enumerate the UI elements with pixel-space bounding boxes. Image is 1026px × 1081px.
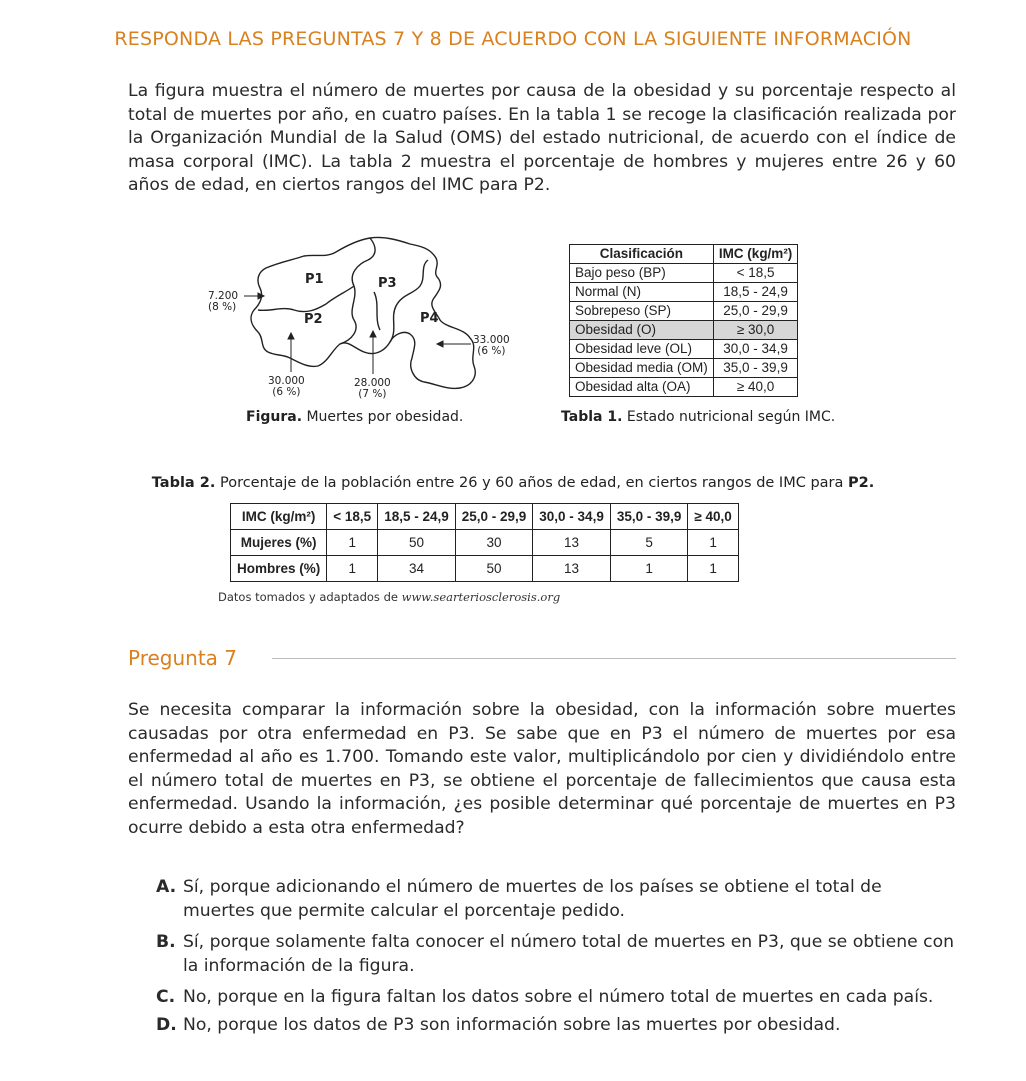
t1-cell: 18,5 - 24,9 (713, 283, 798, 302)
p4-deaths-label (473, 335, 510, 357)
t1-cell: Obesidad (O) (570, 321, 714, 340)
option-a[interactable] (156, 876, 956, 923)
p1-pct: (8 %) (208, 301, 237, 313)
question-title: Pregunta 7 (128, 646, 238, 670)
t1-cell: 35,0 - 39,9 (713, 359, 798, 378)
p3-pct: (7 %) (358, 388, 387, 400)
option-a-text: Sí, porque adicionando el número de muertes de los países se obtiene el total de muertes que permite calcular el porcentaje pedido. (183, 877, 882, 921)
t2-cell: 13 (533, 530, 611, 556)
option-a-key: A. (156, 877, 177, 897)
t2-cell: 1 (688, 556, 738, 582)
option-c[interactable] (156, 986, 956, 1010)
table2-title-bold: Tabla 2. (151, 475, 216, 491)
t1-cell: 30,0 - 34,9 (713, 340, 798, 359)
country-label-p4: P4 (420, 311, 439, 326)
t1-header-imc: IMC (kg/m²) (713, 245, 798, 264)
t1-cell: Bajo peso (BP) (570, 264, 714, 283)
t2-cell: 30 (455, 530, 533, 556)
option-b-key: B. (156, 932, 176, 952)
data-source (218, 590, 560, 604)
p3-deaths: 28.000 (354, 377, 391, 389)
p2-deaths-label (268, 376, 305, 398)
p1-deaths: 7.200 (208, 290, 239, 302)
section-header: RESPONDA LAS PREGUNTAS 7 Y 8 DE ACUERDO CON LA SIGUIENTE INFORMACIÓN (114, 28, 912, 50)
t2-header: 35,0 - 39,9 (610, 504, 688, 530)
t2-cell: 50 (455, 556, 533, 582)
t1-cell: Obesidad leve (OL) (570, 340, 714, 359)
t2-cell: 34 (378, 556, 456, 582)
option-d-text: No, porque los datos de P3 son información sobre las muertes por obesidad. (183, 1015, 841, 1035)
obesity-deaths-map (208, 234, 528, 424)
t2-header: 18,5 - 24,9 (378, 504, 456, 530)
t1-cell: < 18,5 (713, 264, 798, 283)
nutrition-classification-table (569, 244, 798, 397)
t2-row-label-mujeres: Mujeres (%) (231, 530, 327, 556)
option-b[interactable] (156, 931, 956, 978)
figure-caption-text: Muertes por obesidad. (302, 409, 464, 425)
p2-pct: (6 %) (272, 386, 301, 398)
table1-caption-text: Estado nutricional según IMC. (622, 409, 836, 425)
p4-pct: (6 %) (477, 345, 506, 357)
table2-title (0, 475, 1026, 491)
t2-cell: 1 (688, 530, 738, 556)
p1-deaths-label (208, 291, 238, 313)
t2-header: < 18,5 (327, 504, 378, 530)
option-d-key: D. (156, 1015, 177, 1035)
t2-cell: 1 (327, 530, 378, 556)
t1-cell: ≥ 30,0 (713, 321, 798, 340)
t1-cell: Normal (N) (570, 283, 714, 302)
p4-deaths: 33.000 (473, 334, 510, 346)
figure-caption-bold: Figura. (246, 409, 303, 425)
t2-header: 25,0 - 29,9 (455, 504, 533, 530)
t2-cell: 50 (378, 530, 456, 556)
t1-cell: Sobrepeso (SP) (570, 302, 714, 321)
p2-deaths: 30.000 (268, 375, 305, 387)
option-b-text: Sí, porque solamente falta conocer el número total de muertes en P3, que se obtiene con la información de la figura. (183, 932, 955, 976)
figure-caption (246, 409, 463, 425)
t2-cell: 13 (533, 556, 611, 582)
country-label-p3: P3 (378, 276, 397, 291)
t1-cell: 25,0 - 29,9 (713, 302, 798, 321)
option-c-key: C. (156, 987, 176, 1007)
intro-paragraph: La figura muestra el número de muertes por causa de la obesidad y su porcentaje respecto al total de muertes por año, en cuatro países. En la tabla 1 se recoge la clasificación realizada por la Organización Mundial de la Salud (OMS) del estado nutricional, de acuerdo con el índice de masa corporal (IMC). La tabla 2 muestra el porcentaje de hombres y mujeres entre 26 y 60 años de edad, en ciertos rangos del IMC para P2. (128, 81, 956, 195)
t1-cell: Obesidad media (OM) (570, 359, 714, 378)
t2-header: IMC (kg/m²) (231, 504, 327, 530)
t1-cell: ≥ 40,0 (713, 378, 798, 397)
t2-row-label-hombres: Hombres (%) (231, 556, 327, 582)
t2-cell: 1 (327, 556, 378, 582)
question-body: Se necesita comparar la información sobre la obesidad, con la información sobre muertes causadas por otra enfermedad en P3. Se sabe que en P3 el número de muertes por esa enfermedad al año es 1.700. Tomando este valor, multiplicándolo por cien y dividiéndolo entre el número total de muertes en P3, se obtiene el porcentaje de fallecimientos que causa esta enfermedad. Usando la información, ¿es posible determinar qué porcentaje de muertes en P3 ocurre debido a esta otra enfermedad? (128, 700, 956, 838)
t2-cell: 1 (610, 556, 688, 582)
source-prefix: Datos tomados y adaptados de (218, 590, 402, 604)
source-url: www.searteriosclerosis.org (401, 590, 561, 604)
p3-deaths-label (354, 378, 391, 400)
country-label-p2: P2 (304, 312, 323, 327)
option-d[interactable] (156, 1014, 956, 1038)
t2-header: ≥ 40,0 (688, 504, 738, 530)
t1-cell: Obesidad alta (OA) (570, 378, 714, 397)
table2-title-end: P2. (848, 475, 875, 491)
option-c-text: No, porque en la figura faltan los datos sobre el número total de muertes en cada país. (183, 987, 934, 1007)
table1-caption (561, 409, 835, 425)
question-divider (272, 658, 956, 659)
imc-population-table (230, 503, 739, 582)
table1-caption-bold: Tabla 1. (561, 409, 623, 425)
t2-cell: 5 (610, 530, 688, 556)
t1-header-classification: Clasificación (570, 245, 714, 264)
country-label-p1: P1 (305, 272, 324, 287)
table2-title-text: Porcentaje de la población entre 26 y 60 años de edad, en ciertos rangos de IMC para (215, 475, 848, 491)
t2-header: 30,0 - 34,9 (533, 504, 611, 530)
